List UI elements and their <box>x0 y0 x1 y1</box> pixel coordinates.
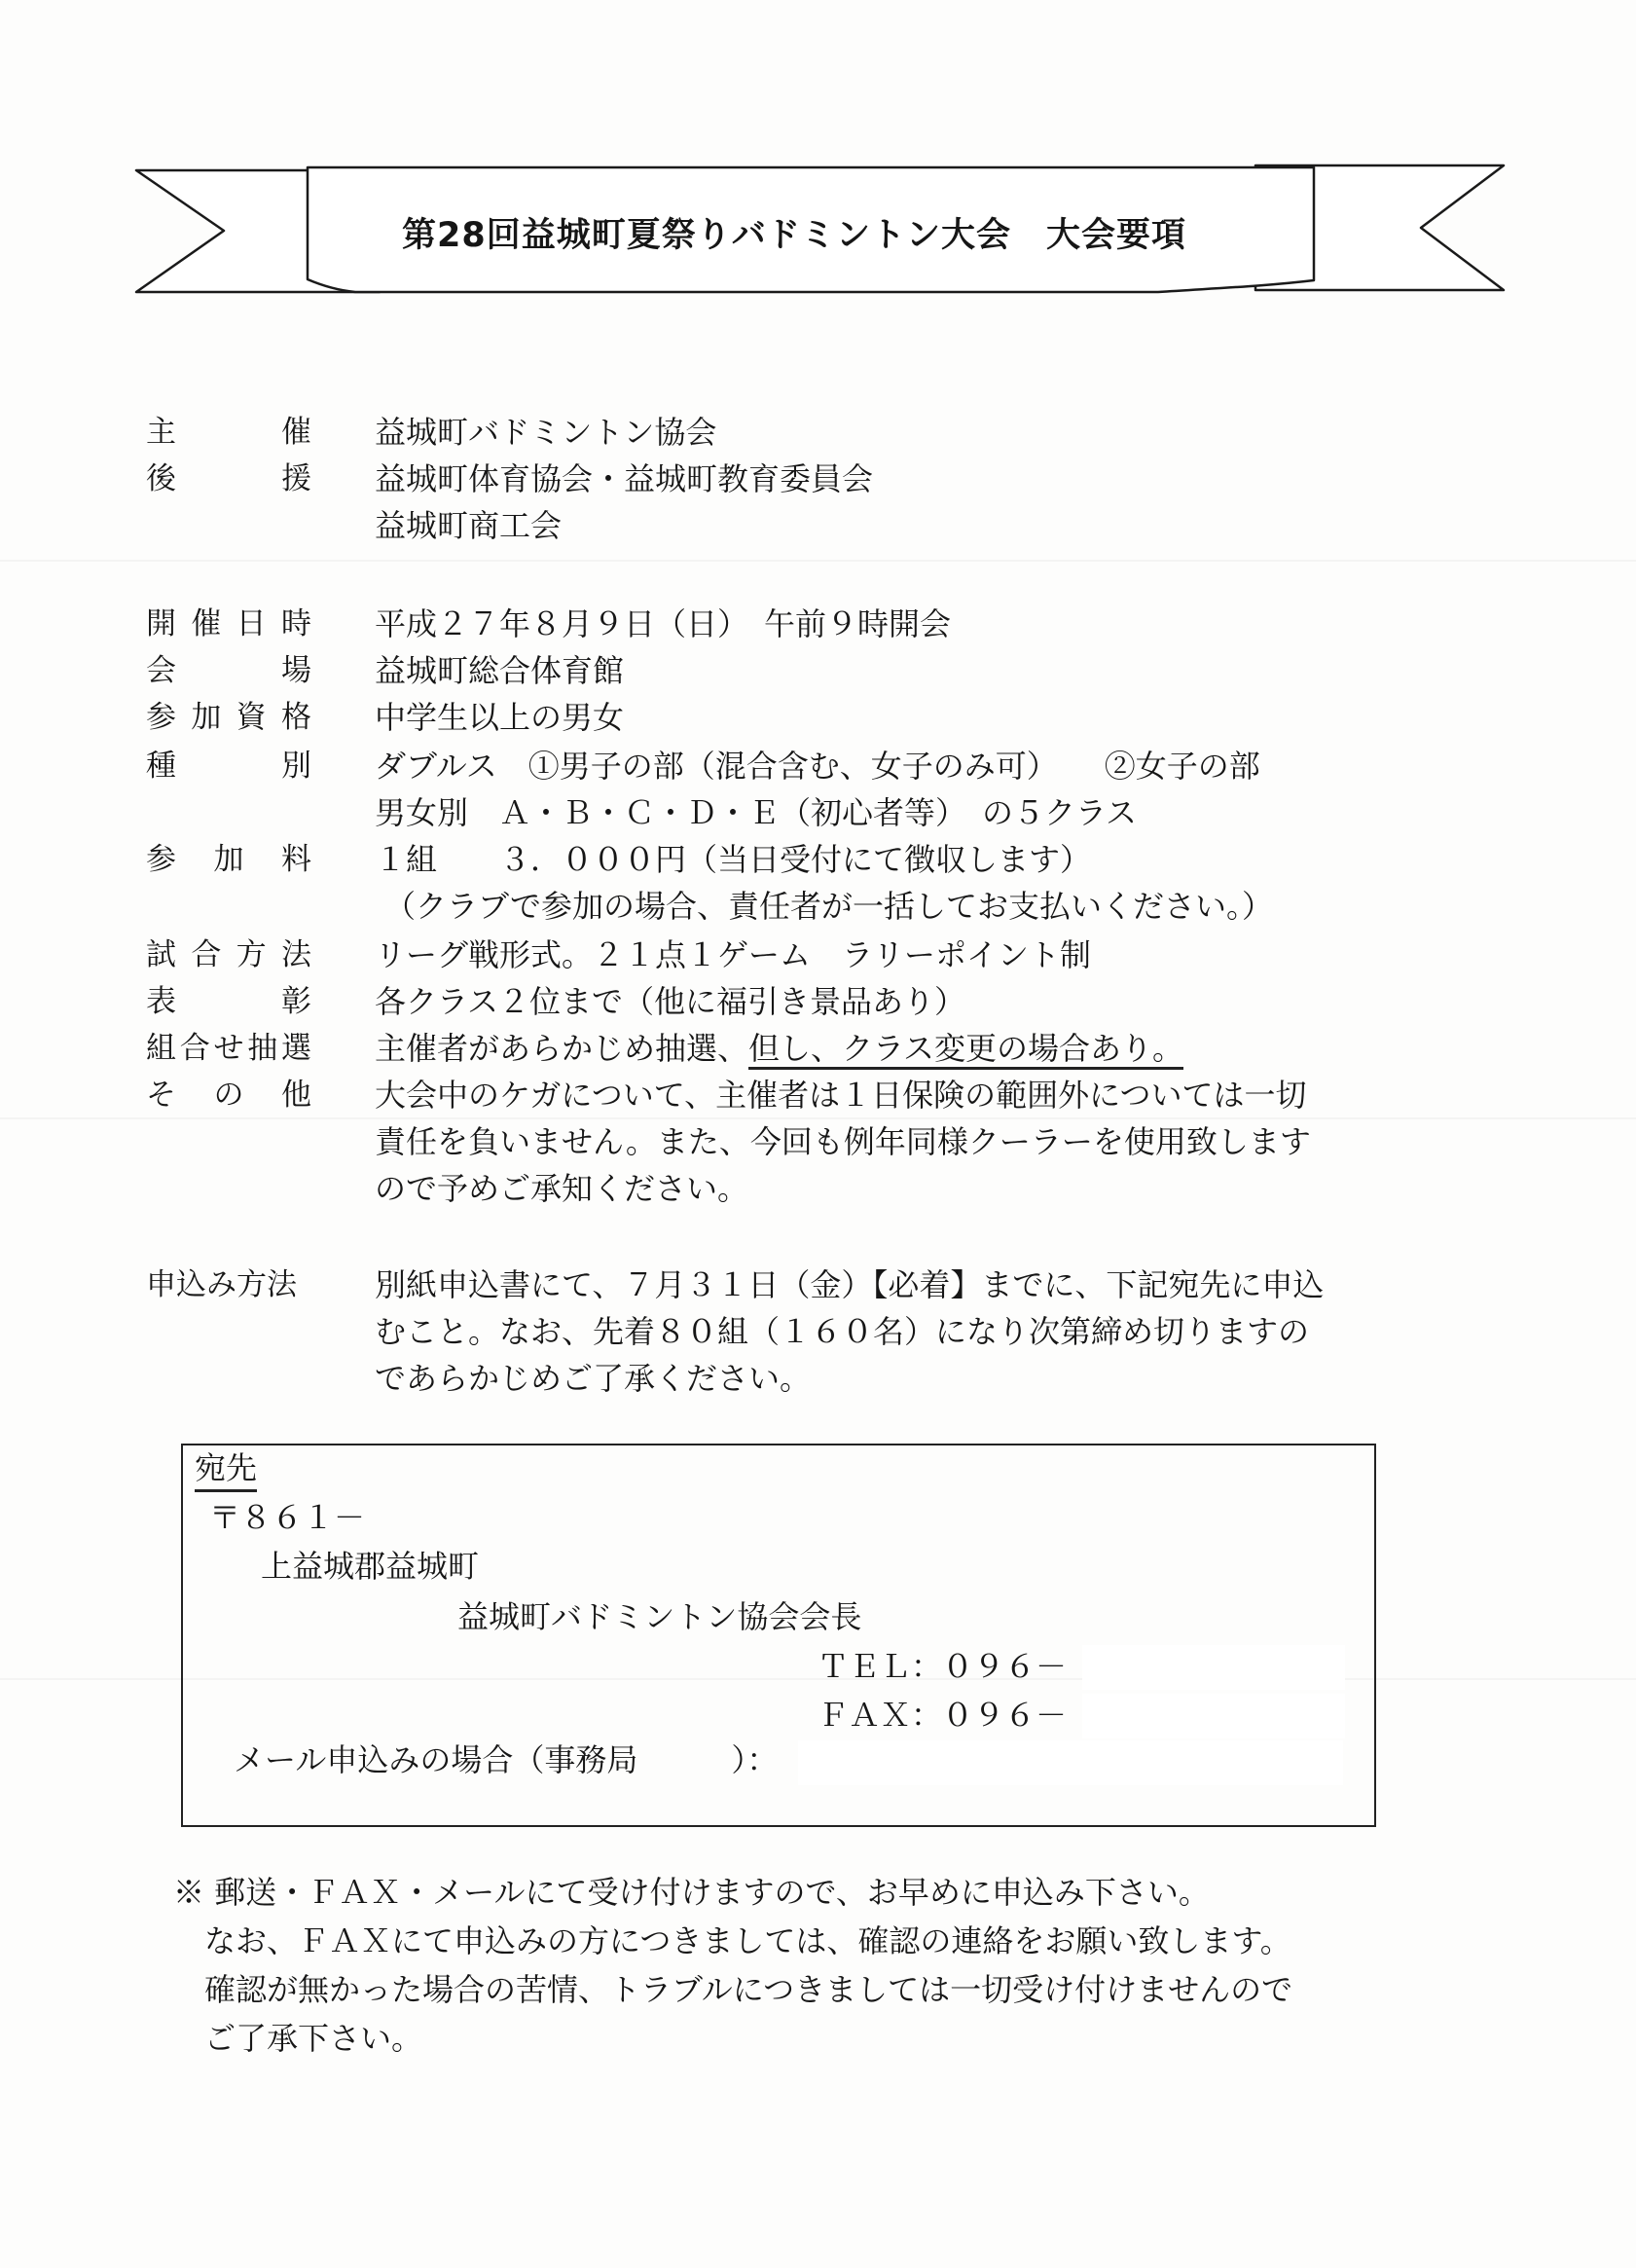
label-eligibility: 参 加 資 格 <box>146 700 311 735</box>
label-category: 種 別 <box>146 749 311 784</box>
label-match-format: 試 合 方 法 <box>146 937 311 972</box>
label-application: 申込み方法 <box>146 1267 297 1302</box>
value-other-2: 責任を負いません。また、今回も例年同様クーラーを使用致します <box>375 1123 1311 1160</box>
value-category-2: 男女別 Ａ・Ｂ・Ｃ・Ｄ・Ｅ（初心者等） の５クラス <box>375 794 1138 831</box>
value-awards: 各クラス２位まで（他に福引き景品あり） <box>375 983 966 1020</box>
address-mail: メール申込みの場合（事務局 ）： <box>234 1741 779 1778</box>
value-eligibility: 中学生以上の男女 <box>375 699 625 736</box>
label-date: 開 催 日 時 <box>146 606 311 641</box>
value-other: 大会中のケガについて、主催者は１日保険の範囲外については一切 <box>375 1077 1307 1114</box>
label-draw: 組 合 せ 抽 選 <box>146 1031 311 1066</box>
label-sponsor: 後 援 <box>146 461 311 496</box>
label-fee: 参 加 料 <box>146 842 311 877</box>
value-sponsor: 益城町体育協会・益城町教育委員会 <box>375 460 874 497</box>
note-line-2: なお、ＦＡＸにて申込みの方につきましては、確認の連絡をお願い致します。 <box>204 1922 1291 1959</box>
value-other-3: ので予めご承知ください。 <box>375 1170 749 1207</box>
value-sponsor-2: 益城町商工会 <box>375 507 563 544</box>
label-other: そ の 他 <box>146 1078 311 1113</box>
redaction-fax <box>1082 1694 1345 1738</box>
value-draw-note: 但し、クラス変更の場合あり。 <box>748 1030 1183 1070</box>
application-line-2: むこと。なお、先着８０組（１６０名）になり次第締め切りますの <box>375 1313 1310 1350</box>
address-recipient: 益城町バドミントン協会会長 <box>457 1598 862 1635</box>
value-match-format: リーグ戦形式。２１点１ゲーム ラリーポイント制 <box>375 936 1092 973</box>
value-category: ダブルス ①男子の部（混合含む、女子のみ可） ②女子の部 <box>375 748 1260 785</box>
label-awards: 表 彰 <box>146 984 311 1019</box>
application-line-1: 別紙申込書にて、７月３１日（金）【必着】までに、下記宛先に申込 <box>375 1266 1325 1303</box>
address-town: 上益城郡益城町 <box>261 1548 480 1585</box>
label-organizer: 主 催 <box>146 415 311 450</box>
paper-crease <box>0 560 1636 562</box>
value-venue: 益城町総合体育館 <box>375 652 625 689</box>
value-organizer: 益城町バドミントン協会 <box>375 414 717 451</box>
redaction-tel <box>1082 1645 1345 1690</box>
value-fee: １組 ３．０００円（当日受付にて徴収します） <box>375 841 1092 878</box>
note-line-1: ※ 郵送・ＦＡＸ・メールにて受け付けますので、お早めに申込み下さい。 <box>173 1874 1210 1911</box>
value-fee-2: （クラブで参加の場合、責任者が一括してお支払いください。） <box>384 888 1273 925</box>
redaction-mail <box>798 1740 1343 1785</box>
address-heading: 宛先 <box>195 1446 257 1492</box>
application-line-3: であらかじめご了承ください。 <box>375 1360 812 1397</box>
value-date: 平成２７年８月９日（日） 午前９時開会 <box>375 605 952 642</box>
address-fax: ＦＡＸ：０９６－ <box>818 1697 1068 1734</box>
address-tel: ＴＥＬ：０９６－ <box>818 1648 1068 1685</box>
note-line-4: ご了承下さい。 <box>204 2020 423 2057</box>
label-venue: 会 場 <box>146 653 311 688</box>
value-draw <box>375 1025 1183 1072</box>
note-line-3: 確認が無かった場合の苦情、トラブルにつきましては一切受け付けませんので <box>204 1971 1293 2008</box>
page-title: 第28回益城町夏祭りバドミントン大会 大会要項 <box>401 216 1186 255</box>
address-postal: 〒８６１－ <box>209 1499 366 1536</box>
value-draw-text: 主催者があらかじめ抽選、 <box>375 1030 749 1067</box>
title-ribbon-banner <box>0 0 1636 331</box>
